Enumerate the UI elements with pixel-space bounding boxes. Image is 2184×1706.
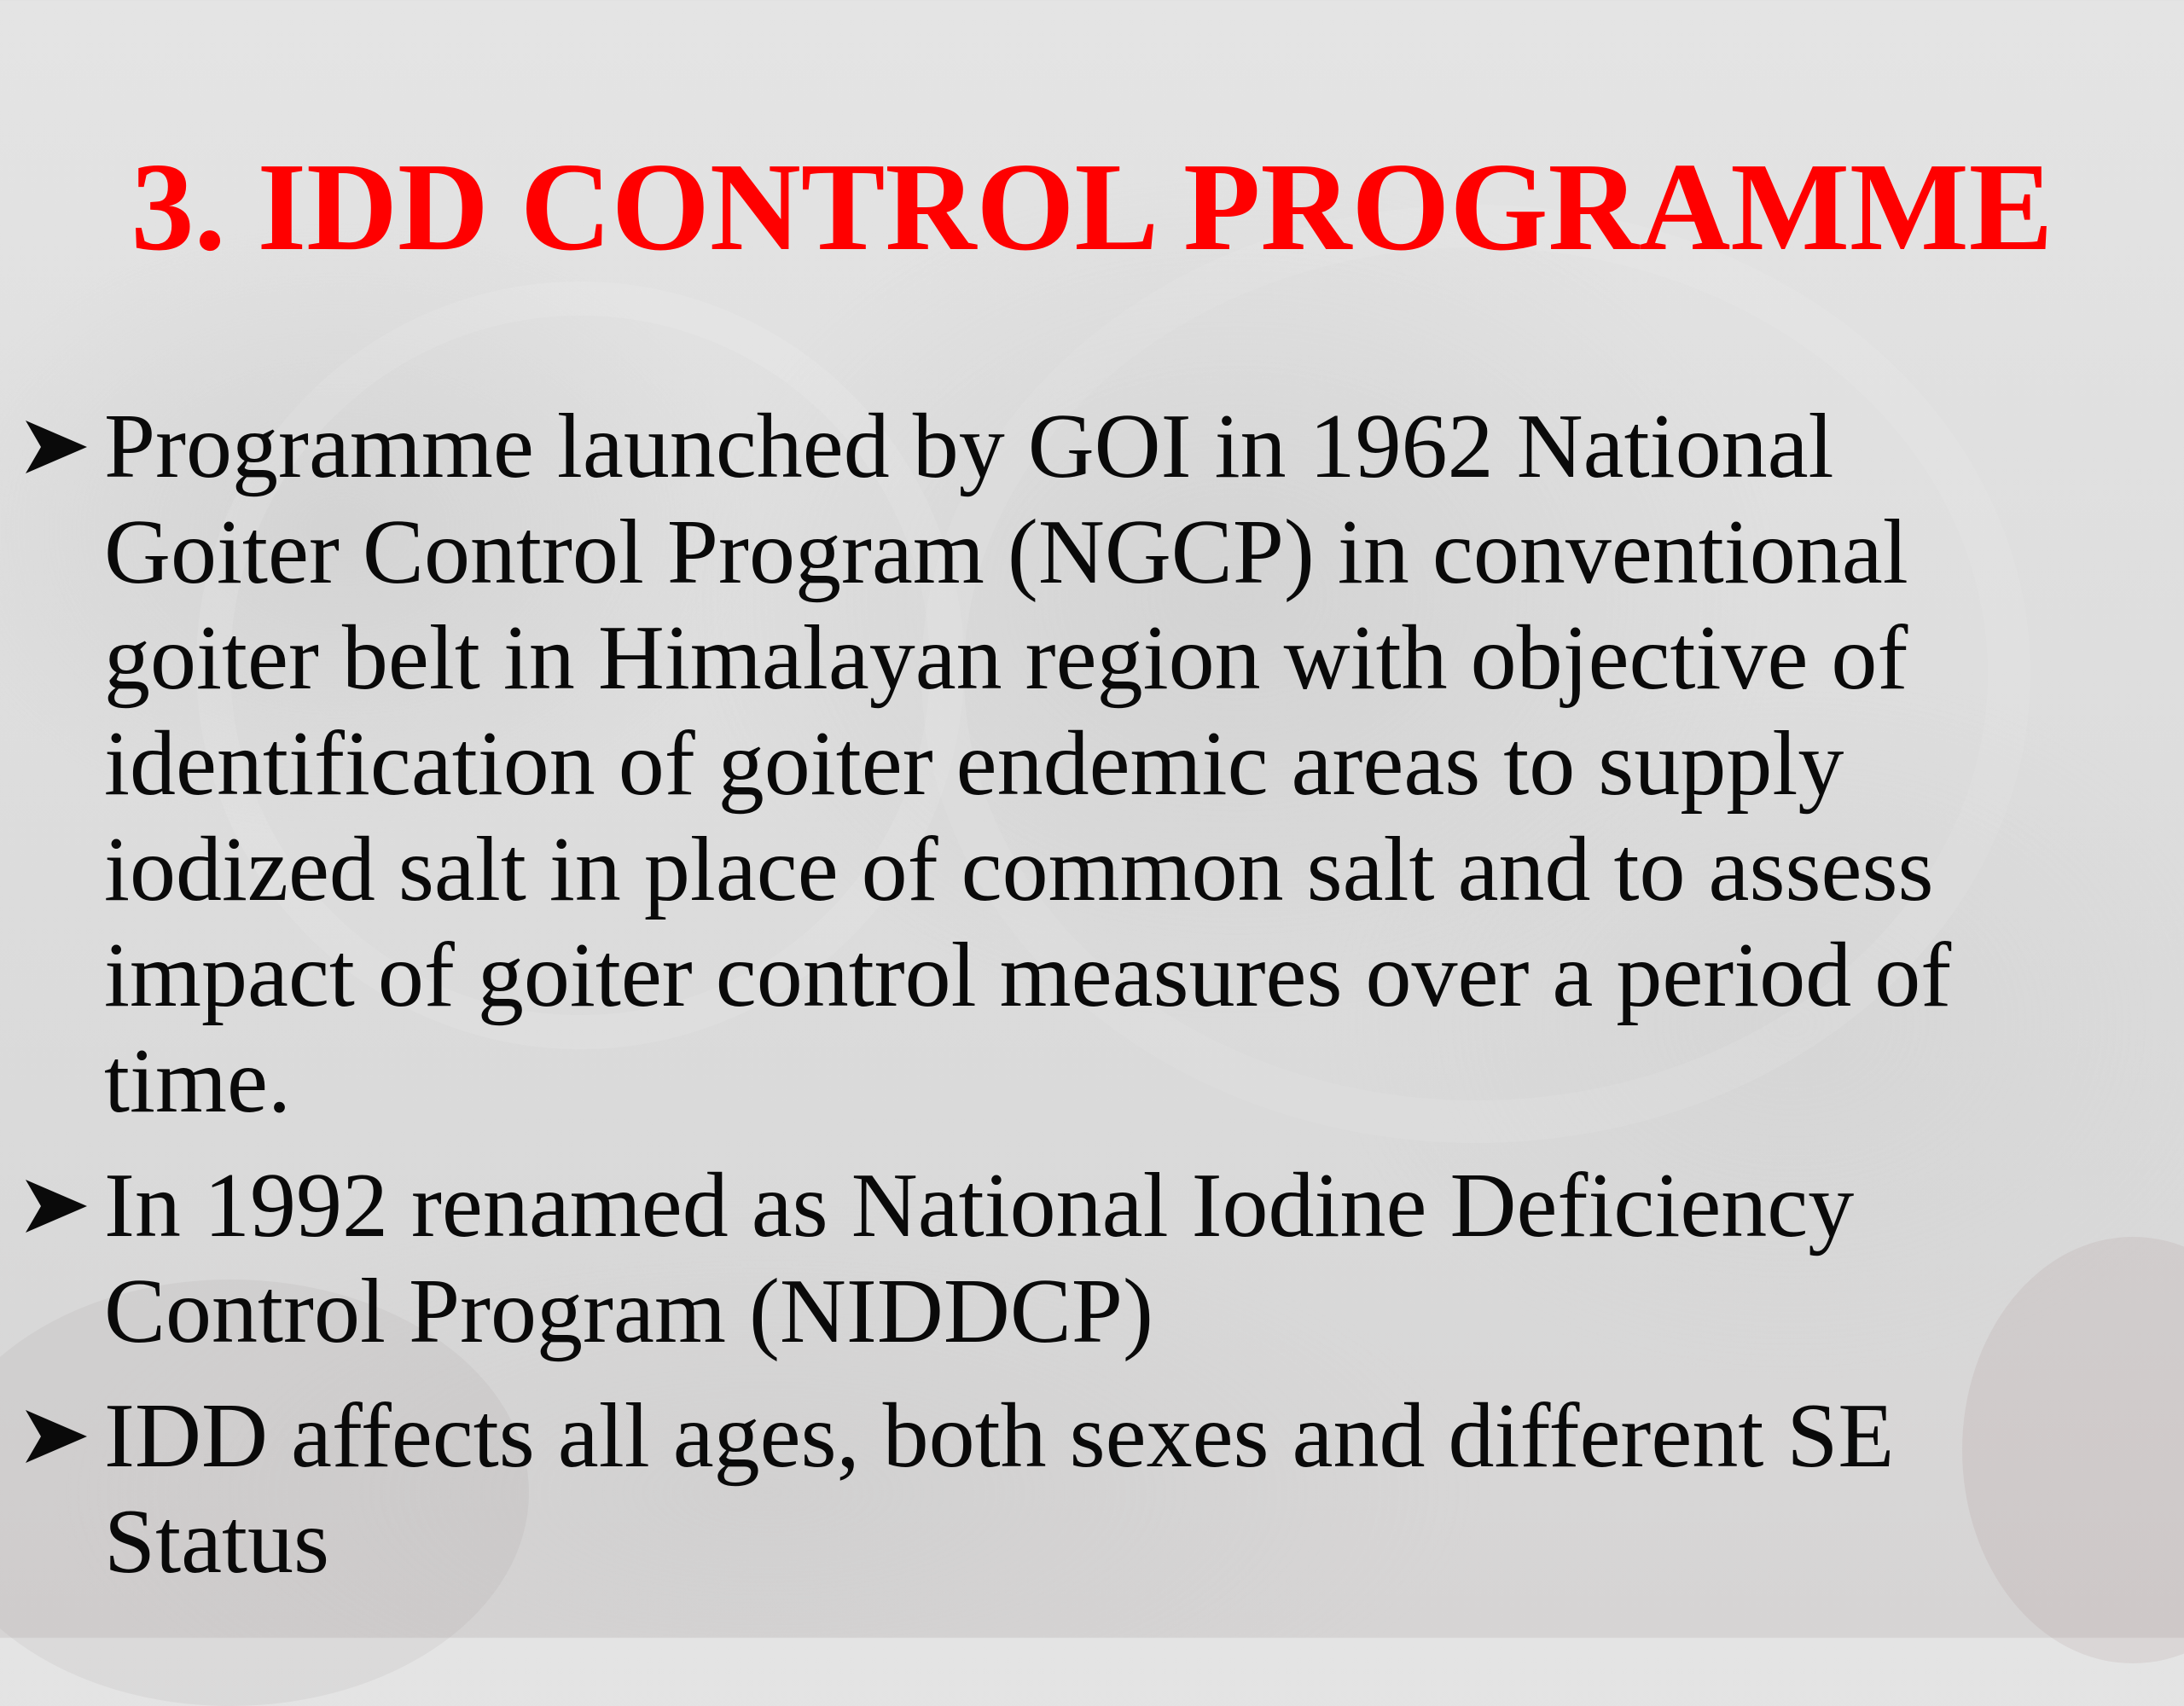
bullet-line: Programme launched by GOI in 1962 National xyxy=(104,396,1834,497)
arrowhead-bullet-icon xyxy=(26,1153,104,1259)
bullet-text xyxy=(104,1384,2141,1595)
bullet-text xyxy=(104,1153,2141,1365)
bullet-text xyxy=(104,394,2141,1134)
bullet-line: Goiter Control Program (NGCP) in conventional xyxy=(104,502,1908,603)
bullet-line: impact of goiter control measures over a period of xyxy=(104,925,1952,1026)
bullet-line: In 1992 renamed as National Iodine Deficiency xyxy=(104,1155,1855,1256)
bullet-line: IDD affects all ages, both sexes and different SE xyxy=(104,1385,1895,1487)
slide-title: 3. IDD CONTROL PROGRAMME xyxy=(131,137,2053,277)
bullet-list xyxy=(26,394,2141,1595)
bullet-line: Control Program (NIDDCP) xyxy=(104,1261,1153,1362)
bullet-line: iodized salt in place of common salt and to assess xyxy=(104,819,1934,920)
bullet-line: Status xyxy=(104,1491,330,1593)
bullet-item xyxy=(26,1153,2141,1365)
bullet-line: identification of goiter endemic areas to supply xyxy=(104,713,1844,815)
bullet-item xyxy=(26,394,2141,1134)
arrowhead-bullet-icon xyxy=(26,394,104,500)
arrowhead-bullet-icon xyxy=(26,1384,104,1489)
bullet-line: time. xyxy=(104,1030,291,1132)
bullet-line: goiter belt in Himalayan region with objective of xyxy=(104,607,1908,709)
bullet-item xyxy=(26,1384,2141,1595)
